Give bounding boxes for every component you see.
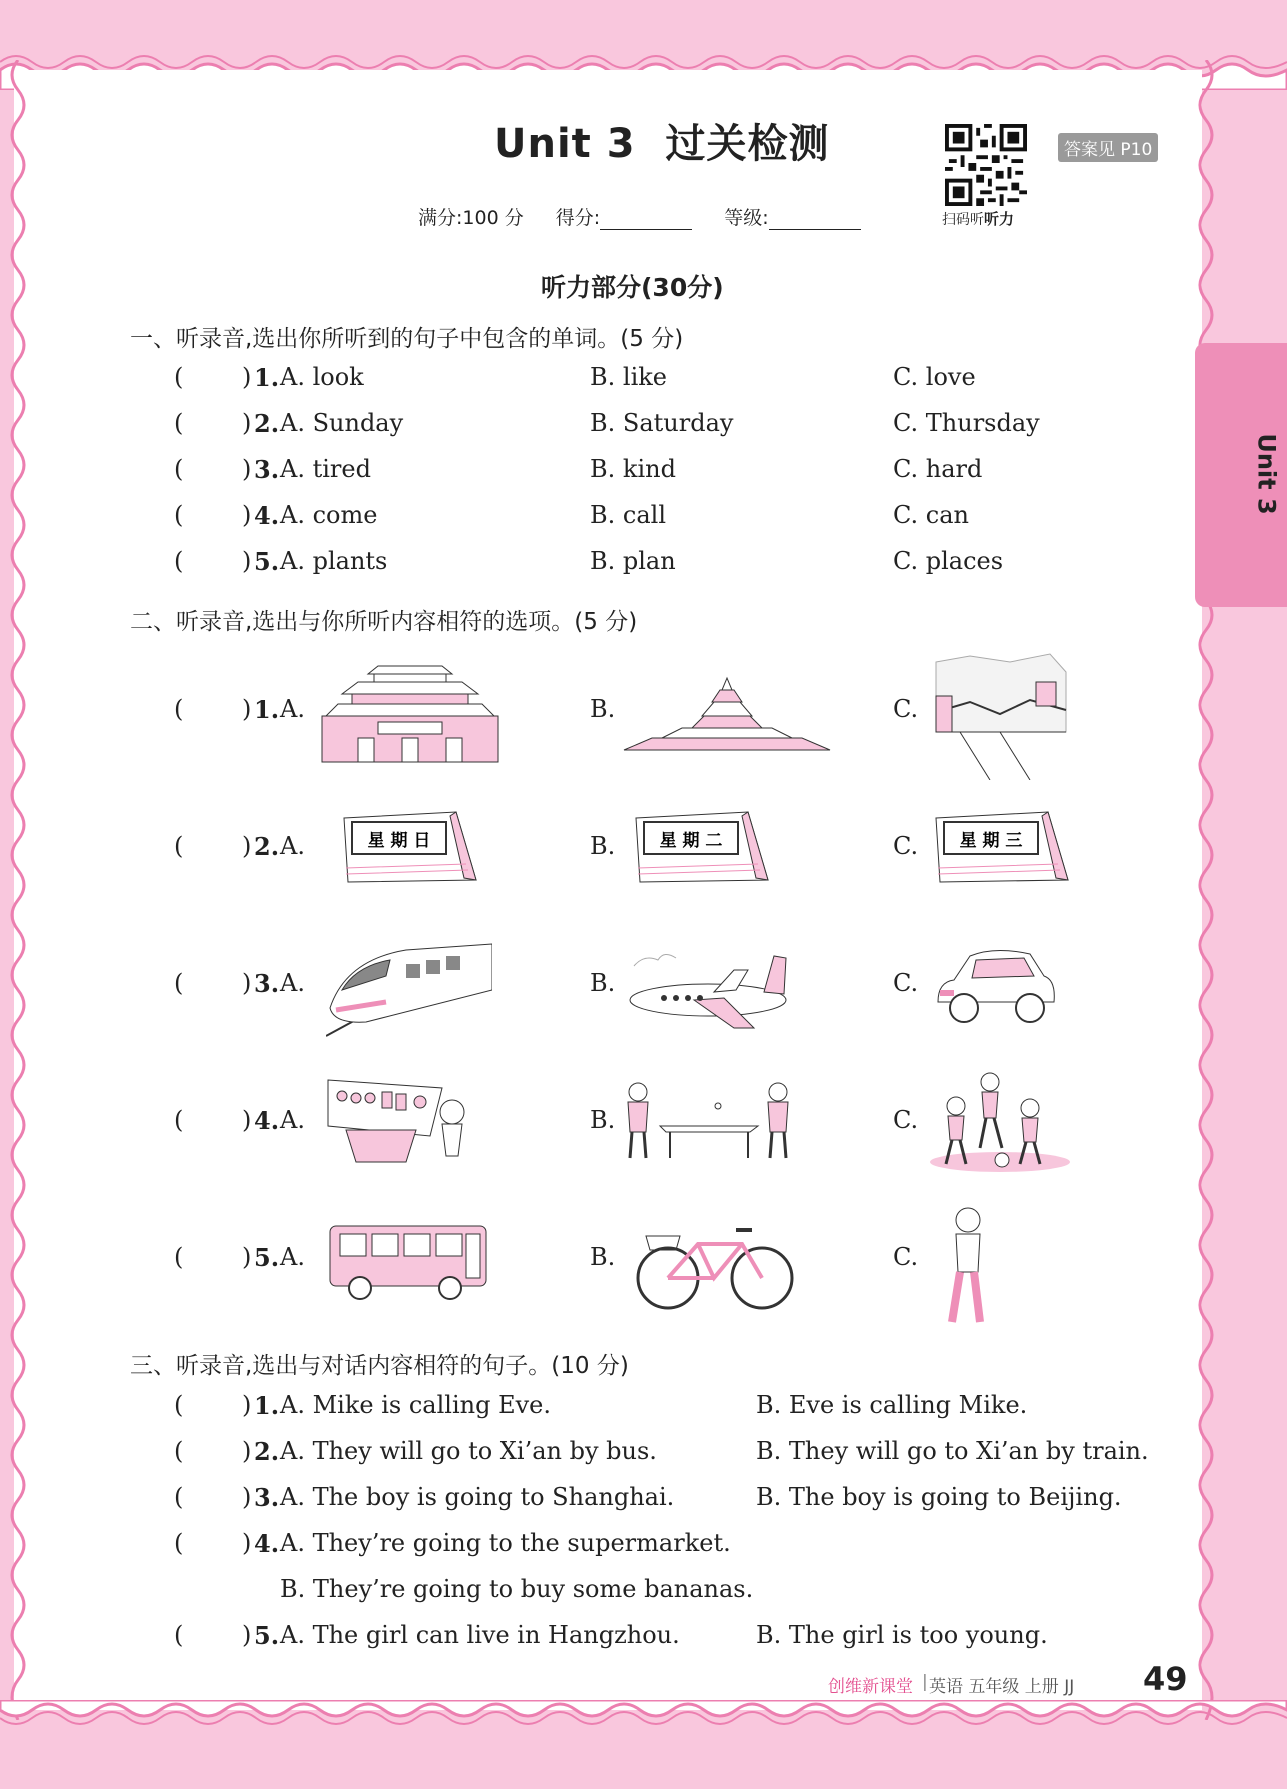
answer-blank[interactable]: ( [174,1483,184,1511]
title-unit: Unit 3 [494,121,636,167]
option-a[interactable]: A. [280,695,305,723]
option-b[interactable]: B. [590,695,616,723]
option-a[interactable]: A. [280,1106,305,1134]
answer-blank-close: ) [242,1621,252,1649]
page-title [494,112,830,169]
option-b[interactable]: B. [590,832,616,860]
section1-title: 一、听录音,选出你所听到的句子中包含的单词。(5 分) [130,326,684,352]
section3-title: 三、听录音,选出与对话内容相符的句子。(10 分) [130,1353,629,1379]
answer-blank-close: ) [242,1529,252,1557]
option-c[interactable]: C. places [893,547,1004,575]
page-number: 49 [1143,1660,1188,1698]
palace-museum-image [318,664,502,764]
option-b[interactable]: B. call [590,501,666,529]
answer-blank[interactable]: ( [174,363,184,391]
boy-walking-image [942,1206,992,1326]
option-c[interactable]: C. hard [893,455,983,483]
answer-blank[interactable]: ( [174,409,184,437]
girl-shopping-image [326,1076,472,1166]
answer-blank[interactable]: ( [174,547,184,575]
option-a[interactable]: A. The girl can live in Hangzhou. [280,1621,680,1649]
option-a[interactable]: A. plants [280,547,388,575]
answer-blank-close: ) [242,695,252,723]
option-a[interactable]: A. [280,832,305,860]
question-number: 1. [254,363,280,392]
right-wave-border [1196,60,1220,1720]
option-c[interactable]: C. can [893,501,969,529]
option-b[interactable]: B. The girl is too young. [756,1621,1048,1649]
left-wave-border [4,60,28,1720]
calendar-day-text: 星 期 三 [959,831,1023,851]
option-b[interactable]: B. plan [590,547,676,575]
question-number: 2. [254,832,280,861]
answer-blank-close: ) [242,832,252,860]
option-a[interactable]: A. The boy is going to Shanghai. [280,1483,675,1511]
option-c[interactable]: C. love [893,363,976,391]
full-score: 满分:100 分 [418,207,524,229]
question-number: 4. [254,1529,280,1558]
option-a[interactable]: A. They’re going to the supermarket. [280,1529,731,1557]
answer-blank[interactable]: ( [174,969,184,997]
calendar-image [340,808,480,888]
option-b[interactable]: B. like [590,363,667,391]
bike-image [632,1216,798,1312]
calendar-image [932,808,1072,888]
answer-blank-close: ) [242,547,252,575]
answer-blank-close: ) [242,409,252,437]
qr-code-icon[interactable] [945,124,1027,206]
answer-blank-close: ) [242,1483,252,1511]
score-line [418,203,887,230]
calendar-day-text: 星 期 二 [659,831,723,851]
option-b[interactable]: B. Saturday [590,409,734,437]
option-a[interactable]: A. look [280,363,364,391]
answer-blank-close: ) [242,969,252,997]
bottom-wave-border [0,1700,1287,1789]
option-b[interactable]: B. [590,969,616,997]
car-image [934,946,1058,1026]
score-label: 得分: [555,207,601,229]
option-b[interactable]: B. [590,1106,616,1134]
option-b[interactable]: B. Eve is calling Mike. [756,1391,1028,1419]
option-c[interactable]: C. [893,969,919,997]
option-c[interactable]: C. [893,695,919,723]
qr-label [942,208,1014,229]
question-number: 3. [254,1483,280,1512]
answer-blank-close: ) [242,455,252,483]
answer-blank[interactable]: ( [174,695,184,723]
option-c[interactable]: C. [893,1243,919,1271]
question-number: 4. [254,1106,280,1135]
calendar-image [632,808,772,888]
question-number: 4. [254,501,280,530]
answer-blank-close: ) [242,501,252,529]
option-a[interactable]: A. come [280,501,378,529]
option-c[interactable]: C. Thursday [893,409,1040,437]
option-b[interactable]: B. They will go to Xi’an by train. [756,1437,1149,1465]
grade-label: 等级: [724,207,769,229]
qr-label-bold: 听力 [984,210,1015,228]
answer-blank[interactable]: ( [174,455,184,483]
answer-blank[interactable]: ( [174,1243,184,1271]
question-number: 5. [254,1243,280,1272]
option-b[interactable]: B. They’re going to buy some bananas. [280,1575,754,1603]
score-blank[interactable] [600,211,692,230]
boys-ping-pong-image [622,1082,796,1162]
answer-blank[interactable]: ( [174,832,184,860]
question-number: 2. [254,1437,280,1466]
answer-blank-close: ) [242,363,252,391]
qr-label-small: 扫码听 [942,212,984,228]
question-number: 1. [254,1391,280,1420]
question-number: 5. [254,547,280,576]
option-a[interactable]: A. Mike is calling Eve. [280,1391,551,1419]
answer-blank-close: ) [242,1391,252,1419]
option-a[interactable]: A. [280,1243,305,1271]
title-text: 过关检测 [665,121,830,167]
option-b[interactable]: B. The boy is going to Beijing. [756,1483,1122,1511]
grade-blank[interactable] [769,211,861,230]
plane-image [624,940,790,1036]
question-number: 3. [254,969,280,998]
option-a[interactable]: A. They will go to Xi’an by bus. [280,1437,657,1465]
question-number: 3. [254,455,280,484]
option-a[interactable]: A. tired [280,455,371,483]
answer-blank-close: ) [242,1437,252,1465]
answer-blank[interactable]: ( [174,1529,184,1557]
option-b[interactable]: B. kind [590,455,676,483]
temple-of-heaven-image [622,676,832,756]
section2-title: 二、听录音,选出与你所听内容相符的选项。(5 分) [130,609,638,635]
answer-blank[interactable]: ( [174,1391,184,1419]
answer-blank[interactable]: ( [174,501,184,529]
boys-football-image [926,1070,1074,1174]
question-number: 2. [254,409,280,438]
answer-reference-badge: 答案见 P10 [1058,133,1158,162]
option-b[interactable]: B. [590,1243,616,1271]
great-wall-image [930,652,1068,780]
question-number: 1. [254,695,280,724]
answer-blank[interactable]: ( [174,1106,184,1134]
answer-blank-close: ) [242,1106,252,1134]
option-a[interactable]: A. Sunday [280,409,404,437]
unit-side-tab-label: Unit 3 [1252,433,1281,515]
answer-blank[interactable]: ( [174,1437,184,1465]
option-c[interactable]: C. [893,1106,919,1134]
question-number: 5. [254,1621,280,1650]
calendar-day-text: 星 期 日 [367,831,431,851]
option-a[interactable]: A. [280,969,305,997]
footer-divider: | [922,1672,928,1692]
answer-blank[interactable]: ( [174,1621,184,1649]
option-c[interactable]: C. [893,832,919,860]
train-image [326,940,492,1038]
bus-image [326,1222,490,1302]
part-title: 听力部分(30分) [541,273,724,302]
footer-brand: 创维新课堂 [828,1677,913,1697]
footer-info: 英语 五年级 上册 JJ [929,1677,1075,1697]
answer-blank-close: ) [242,1243,252,1271]
